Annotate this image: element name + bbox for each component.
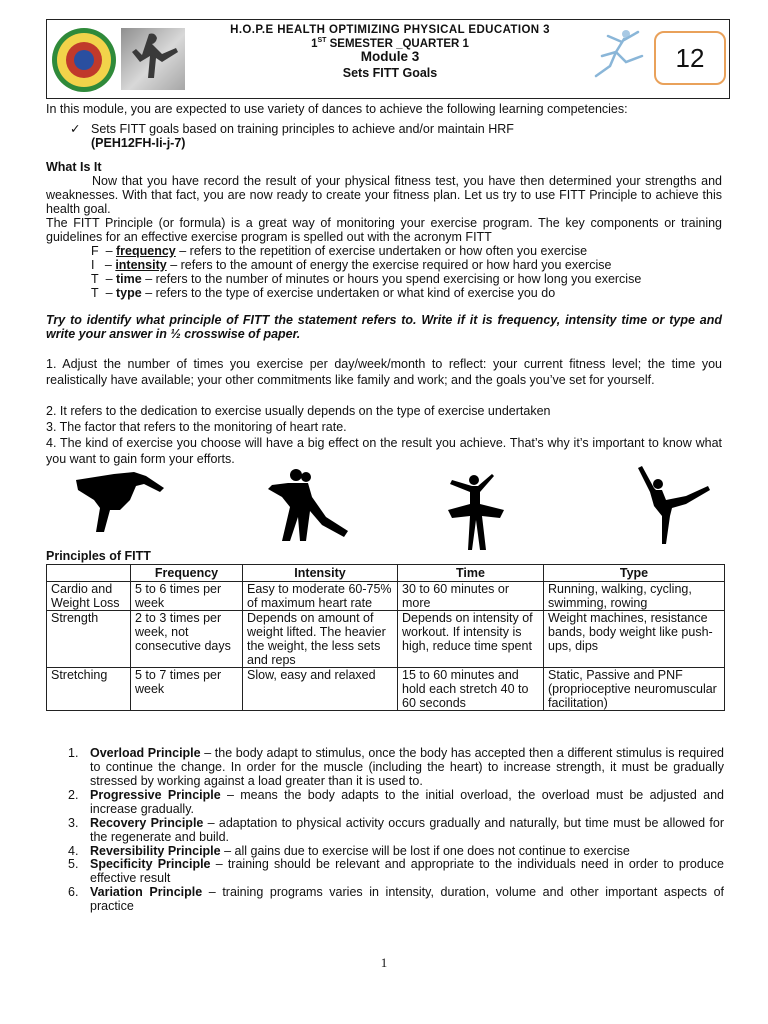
principle-name: Variation Principle <box>90 885 203 899</box>
acronym-desc: – refers to the number of minutes or hours you spend exercising or how long you exercise <box>141 272 642 286</box>
principle-desc: – adaptation to physical activity occurs gradually and naturally, but time must be allowed for the regenerate and build. <box>90 816 724 845</box>
table-row <box>47 668 725 711</box>
table-cell: Cardio and Weight Loss <box>47 582 131 611</box>
fitt-principles-table <box>46 564 725 711</box>
acronym-term: frequency <box>116 244 176 258</box>
header-semester <box>190 37 590 50</box>
principle-number: 5. <box>68 857 79 871</box>
what-is-it-heading: What Is It <box>46 160 102 174</box>
principle-desc: – the body adapt to stimulus, once the body has accepted then a different stimulus is required to continue the change. In order for the muscle (including the heart) to increase strength, it must be gradually stressed by working against a load greater than it is used to. <box>90 746 724 789</box>
semester-number: 1 <box>311 37 318 50</box>
intro-text: In this module, you are expected to use variety of dances to achieve the following learning competencies: <box>46 102 628 116</box>
table-header-cell: Intensity <box>243 565 398 582</box>
question-1: 1. Adjust the number of times you exercise per day/week/month to reflect: your current fitness level; the time you realistically have available; your other commitments like family and work; and the goals you’ve set for yourself. <box>46 357 722 387</box>
principle-desc: – all gains due to exercise will be lost if one does not continue to exercise <box>220 844 630 858</box>
acronym-f: F – frequency – refers to the repetition of exercise undertaken or how often you exercise <box>91 244 588 258</box>
table-header-cell: Time <box>398 565 544 582</box>
question-4: 4. The kind of exercise you choose will have a big effect on the result you achieve. That’s why it’s important to know what you want to gain form your efforts. <box>46 436 722 466</box>
principle-desc: – means the body adapts to the initial overload, the overload must be adjusted and increase gradually. <box>90 788 725 817</box>
principle-desc: – training programs varies in intensity, duration, volume and other important aspects of practice <box>90 885 724 914</box>
principle-item <box>68 746 724 790</box>
table-cell: Easy to moderate 60-75% of maximum heart rate <box>243 582 398 611</box>
table-cell: Weight machines, resistance bands, body weight like push-ups, dips <box>544 611 725 668</box>
table-cell: Static, Passive and PNF (proprioceptive neuromuscular facilitation) <box>544 668 725 711</box>
competency-text: Sets FITT goals based on training principles to achieve and/or maintain HRF <box>91 122 514 136</box>
table-header-cell: Frequency <box>131 565 243 582</box>
principle-item <box>68 885 724 915</box>
table-header-cell: Type <box>544 565 725 582</box>
check-icon: ✓ <box>70 122 81 136</box>
what-is-it-paragraph2: The FITT Principle (or formula) is a great way of monitoring your exercise program. The key components or training guidelines for an effective exercise program is spelled out with the acronym FITT <box>46 216 722 245</box>
table-header-cell <box>47 565 131 582</box>
table-cell: Depends on amount of weight lifted. The heavier the weight, the less sets and reps <box>243 611 398 668</box>
principle-number: 1. <box>68 746 79 760</box>
semester-rest: SEMESTER _QUARTER 1 <box>326 37 469 50</box>
acronym-desc: – refers to the repetition of exercise undertaken or how often you exercise <box>175 244 588 258</box>
module-label: Module 3 <box>360 49 420 64</box>
acronym-term: type <box>116 286 142 300</box>
question-3: 3. The factor that refers to the monitoring of heart rate. <box>46 420 347 434</box>
question-2: 2. It refers to the dedication to exercise usually depends on the type of exercise undertaken <box>46 404 551 418</box>
table-cell: 2 to 3 times per week, not consecutive days <box>131 611 243 668</box>
principle-number: 6. <box>68 885 79 899</box>
what-is-it-paragraph1: Now that you have record the result of your physical fitness test, you have then determined your strengths and weaknesses. With that fact, you are now ready to create your fitness plan. Let us try to use FITT Principle to achieve this health goal. <box>46 174 722 217</box>
principle-name: Overload Principle <box>90 746 201 760</box>
table-cell: Slow, easy and relaxed <box>243 668 398 711</box>
acronym-term: time <box>116 272 142 286</box>
principle-desc: – training should be relevant and appropriate to the individuals need in order to produce effective result <box>90 857 724 886</box>
school-seal-logo <box>52 28 116 92</box>
module-title: Sets FITT Goals <box>342 66 438 80</box>
competency-code: (PEH12FH-Ii-j-7) <box>91 136 186 150</box>
principle-item <box>68 788 724 818</box>
acronym-letter: F <box>91 244 99 258</box>
table-cell: 5 to 6 times per week <box>131 582 243 611</box>
tango-couple-silhouette-icon <box>266 467 350 543</box>
table-caption: Principles of FITT <box>46 549 151 563</box>
principle-number: 4. <box>68 844 79 858</box>
acronym-i: I – intensity – refers to the amount of energy the exercise required or how hard you exercise <box>91 258 612 272</box>
page-number: 1 <box>380 955 388 970</box>
acronym-desc: – refers to the amount of energy the exercise required or how hard you exercise <box>166 258 612 272</box>
ballerina-tutu-silhouette-icon <box>446 470 506 552</box>
table-cell: 15 to 60 minutes and hold each stretch 40 to 60 seconds <box>398 668 544 711</box>
table-row <box>47 611 725 668</box>
table-cell: Depends on intensity of workout. If intensity is high, reduce time spent <box>398 611 544 668</box>
header-line1: H.O.P.E HEALTH OPTIMIZING PHYSICAL EDUCATION 3 <box>230 24 550 36</box>
table-row <box>47 582 725 611</box>
acronym-t-type: T – type – refers to the type of exercise undertaken or what kind of exercise you do <box>91 286 556 300</box>
acronym-letter: I <box>91 258 95 272</box>
breakdancer-silhouette-icon <box>74 470 166 534</box>
principle-number: 2. <box>68 788 79 802</box>
table-cell: Stretching <box>47 668 131 711</box>
table-cell: 5 to 7 times per week <box>131 668 243 711</box>
principle-item <box>68 857 724 887</box>
principle-number: 3. <box>68 816 79 830</box>
page-badge: 12 <box>654 31 726 85</box>
table-cell: Strength <box>47 611 131 668</box>
principle-name: Reversibility Principle <box>90 844 221 858</box>
principle-item <box>68 816 724 846</box>
table-cell: 30 to 60 minutes or more <box>398 582 544 611</box>
instruction-text: Try to identify what principle of FITT the statement refers to. Write if it is frequency, intensity time or type and write your answer in ½ crosswise of paper. <box>46 313 722 342</box>
martial-arts-photo <box>121 28 185 90</box>
semester-suffix: ST <box>317 37 327 44</box>
principle-name: Progressive Principle <box>90 788 221 802</box>
ballerina-arabesque-silhouette-icon <box>636 466 710 546</box>
acronym-term: intensity <box>115 258 167 272</box>
acronym-t-time: T – time – refers to the number of minutes or hours you spend exercising or how long you exercise <box>91 272 642 286</box>
ballerina-blue-icon <box>586 26 646 82</box>
table-cell: Running, walking, cycling, swimming, rowing <box>544 582 725 611</box>
acronym-desc: – refers to the type of exercise undertaken or what kind of exercise you do <box>141 286 556 300</box>
table-header-row <box>47 565 725 582</box>
acronym-letter: T <box>91 272 99 286</box>
acronym-letter: T <box>91 286 99 300</box>
principle-name: Recovery Principle <box>90 816 204 830</box>
principle-name: Specificity Principle <box>90 857 211 871</box>
